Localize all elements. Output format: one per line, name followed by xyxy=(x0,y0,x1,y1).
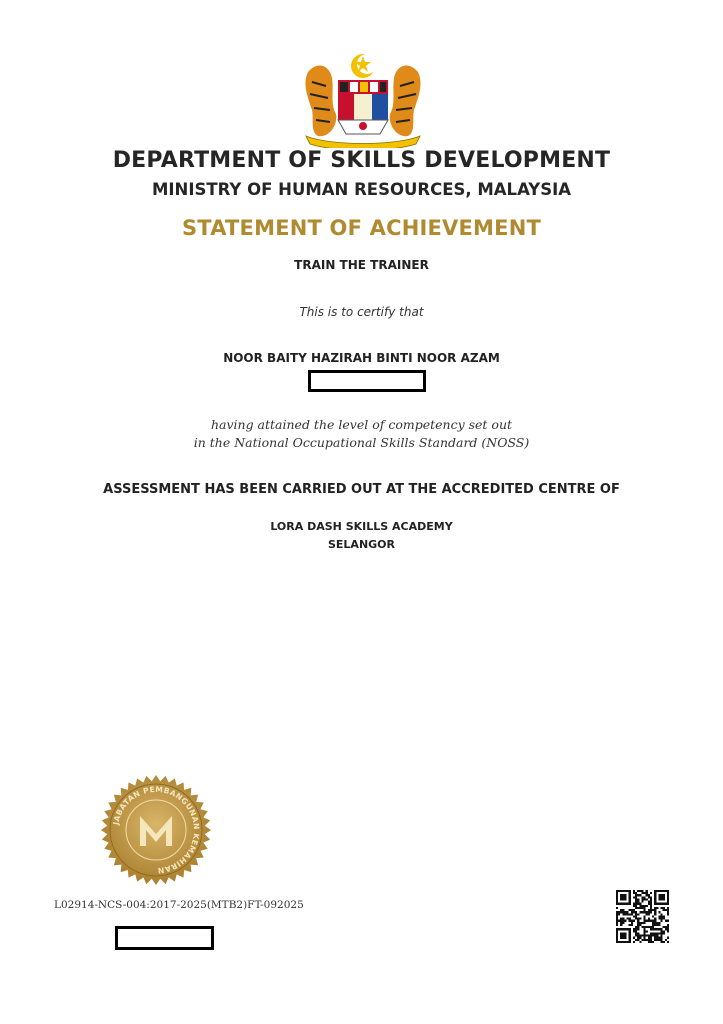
competency-line-2: in the National Occupational Skills Standard (NOSS) xyxy=(193,435,530,450)
certify-text: This is to certify that xyxy=(299,305,424,319)
redaction-box-id xyxy=(308,370,426,392)
assessment-statement: ASSESSMENT HAS BEEN CARRIED OUT AT THE ACCREDITED CENTRE OF xyxy=(103,482,620,497)
competency-line-1: having attained the level of competency set out xyxy=(210,417,513,432)
coat-of-arms-icon xyxy=(300,52,426,148)
centre-name: LORA DASH SKILLS ACADEMY xyxy=(270,520,453,533)
statement-title: STATEMENT OF ACHIEVEMENT xyxy=(181,216,541,240)
ministry-heading: MINISTRY OF HUMAN RESOURCES, MALAYSIA xyxy=(151,180,572,199)
gold-seal-icon xyxy=(100,774,212,886)
department-heading: DEPARTMENT OF SKILLS DEVELOPMENT xyxy=(112,148,611,173)
centre-state: SELANGOR xyxy=(327,538,395,551)
qr-code-icon xyxy=(616,890,669,943)
programme-title: TRAIN THE TRAINER xyxy=(294,258,429,272)
seal-ring-text: JABATAN PEMBANGUNAN KEMAHIRAN xyxy=(111,784,202,876)
redaction-box-serial xyxy=(115,926,214,950)
recipient-name: NOOR BAITY HAZIRAH BINTI NOOR AZAM xyxy=(223,351,500,365)
reference-code: L02914-NCS-004:2017-2025(MTB2)FT-092025 xyxy=(54,899,304,911)
